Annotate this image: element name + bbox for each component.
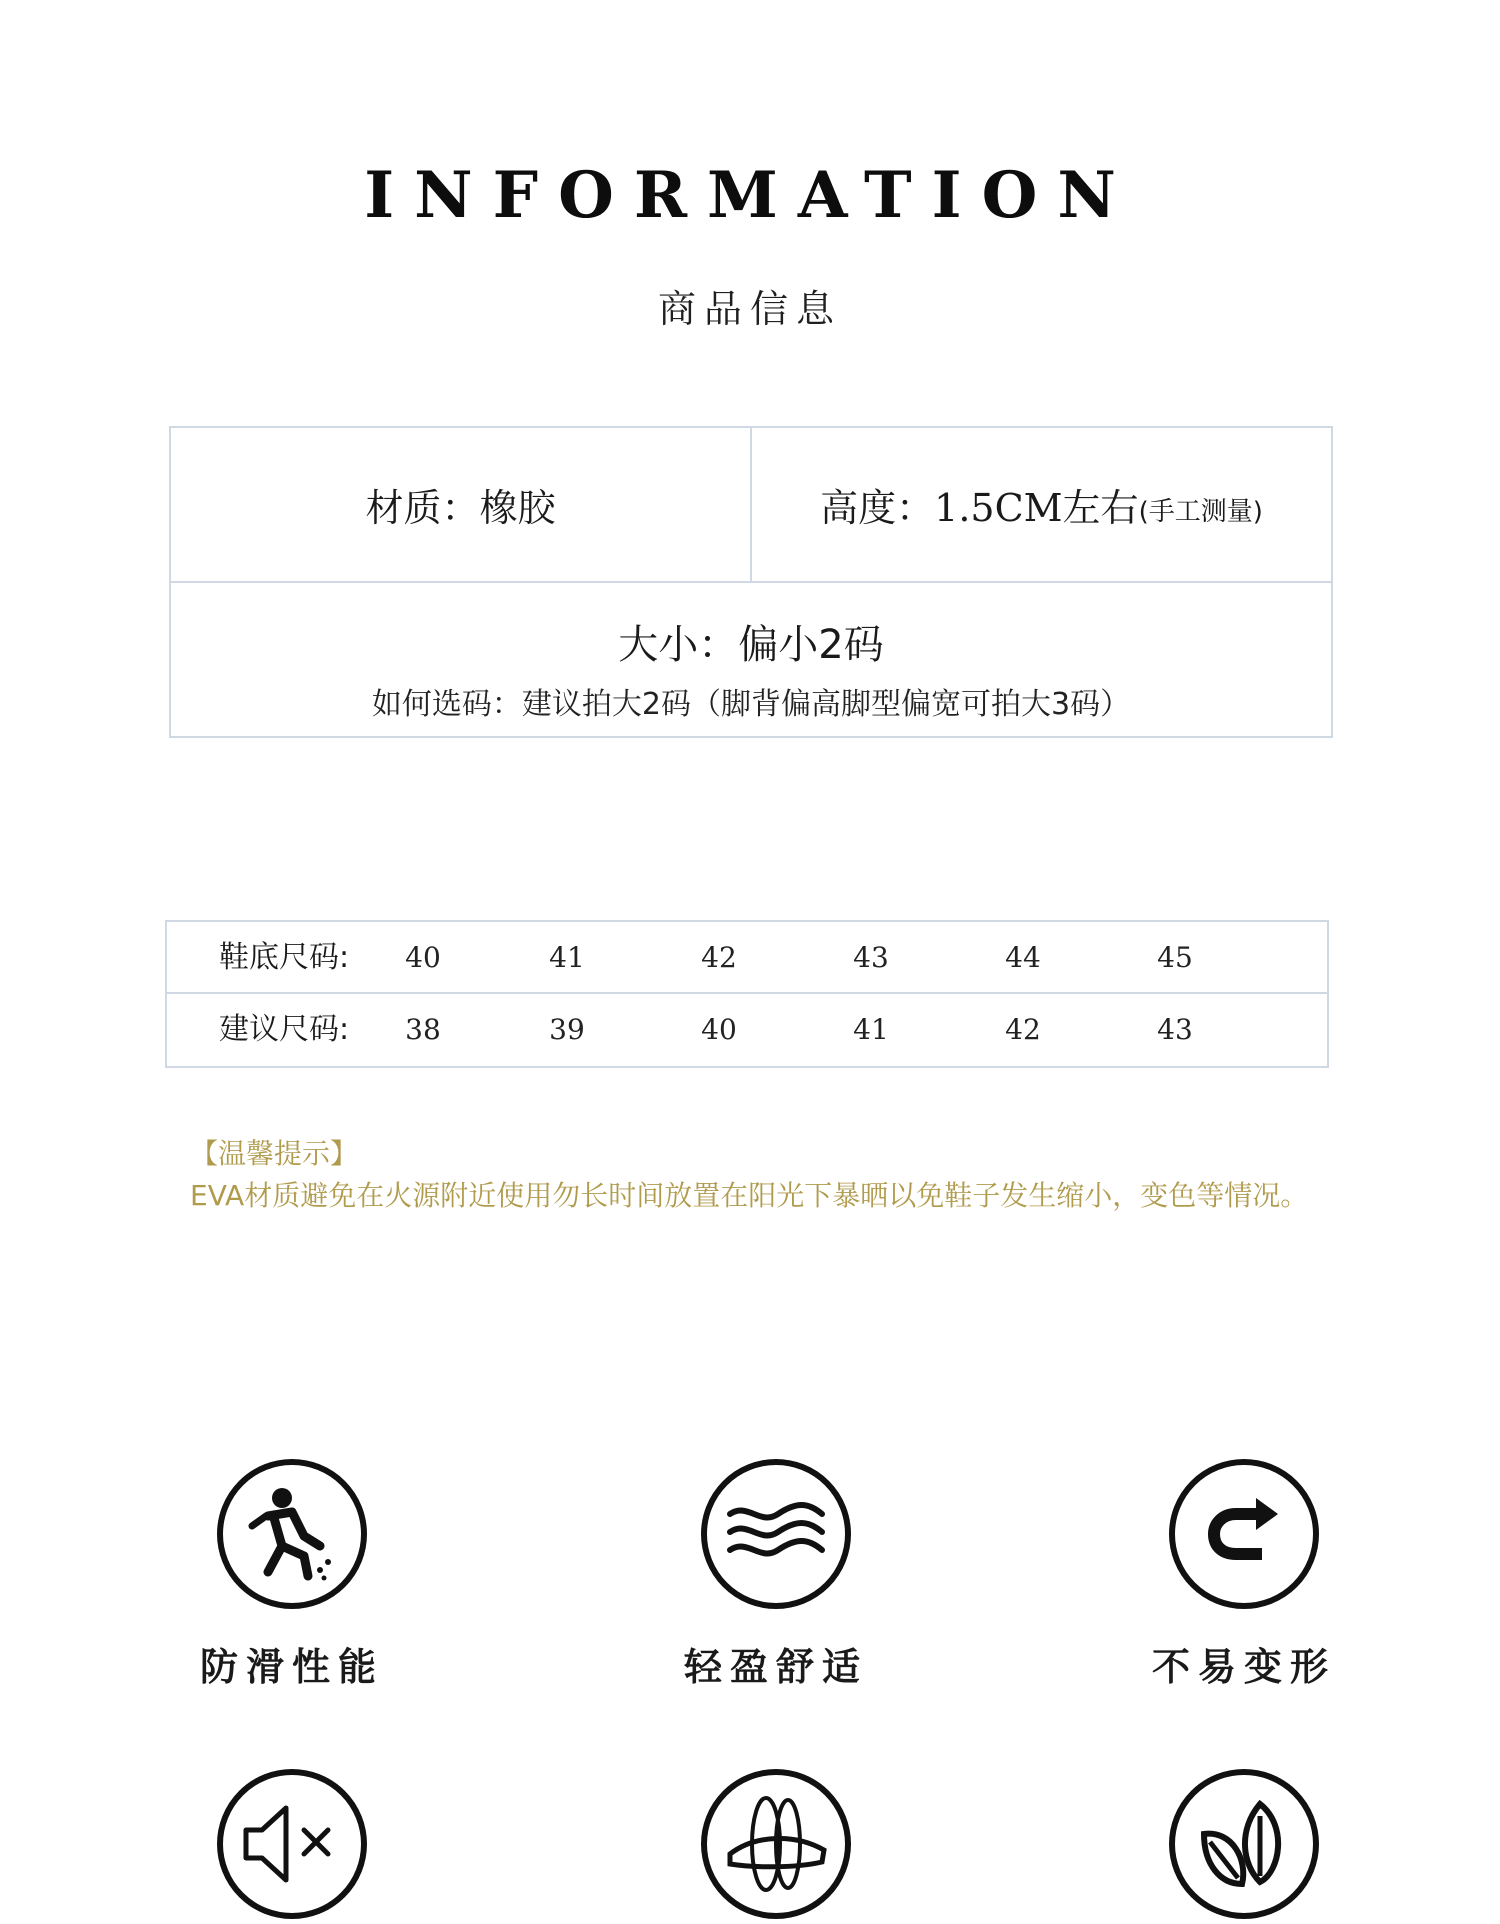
feature-flexible (626, 1764, 926, 1924)
feature-eco (1094, 1764, 1394, 1924)
table-cell: 44 (1005, 941, 1041, 974)
mute-icon (212, 1764, 372, 1924)
page-title: INFORMATION (364, 158, 1136, 233)
table-cell: 42 (701, 941, 737, 974)
table-cell: 43 (853, 941, 889, 974)
feature-lightweight (626, 1454, 926, 1691)
table-row (167, 994, 1327, 1066)
feature-no-deform (1094, 1454, 1394, 1691)
row-label: 鞋底尺码: (219, 940, 350, 975)
table-cell: 45 (1157, 941, 1193, 974)
material-text: 材质：橡胶 (365, 486, 556, 530)
table-row (167, 922, 1327, 994)
feature-anti-slip (142, 1454, 442, 1691)
row-label: 建议尺码: (219, 1012, 350, 1047)
feature-label: 轻盈舒适 (683, 1645, 868, 1689)
table-cell: 39 (549, 1013, 585, 1046)
size-main-text: 大小：偏小2码 (618, 622, 884, 668)
notice-text: EVA材质避免在火源附近使用勿长时间放置在阳光下暴晒以免鞋子发生缩小，变色等情况。 (190, 1179, 1309, 1212)
feature-label: 不易变形 (1151, 1645, 1336, 1689)
table-cell: 38 (405, 1013, 441, 1046)
leaf-icon (1164, 1764, 1324, 1924)
table-cell: 42 (1005, 1013, 1041, 1046)
feature-silent (142, 1764, 442, 1924)
return-arrow-icon (1164, 1454, 1324, 1614)
table-cell: 40 (701, 1013, 737, 1046)
table-cell: 41 (549, 941, 585, 974)
size-tip-text: 如何选码：建议拍大2码（脚背偏高脚型偏宽可拍大3码） (371, 687, 1131, 722)
flex-shoe-icon (696, 1764, 856, 1924)
table-cell: 41 (853, 1013, 889, 1046)
waves-icon (696, 1454, 856, 1614)
height-label: 高度： (820, 486, 935, 530)
material-cell (171, 428, 752, 581)
height-cell (752, 428, 1331, 581)
size-chart-table (165, 920, 1329, 1068)
height-note: (手工测量) (1138, 497, 1263, 527)
table-cell: 43 (1157, 1013, 1193, 1046)
page-subtitle: 商品信息 (657, 287, 842, 331)
notice-title: 【温馨提示】 (190, 1137, 359, 1170)
info-row (171, 428, 1331, 583)
table-cell: 40 (405, 941, 441, 974)
product-info-table (169, 426, 1333, 738)
feature-label: 防滑性能 (199, 1645, 384, 1689)
slip-icon (212, 1454, 372, 1614)
height-value: 1.5CM左右 (934, 486, 1139, 530)
size-info-row (171, 583, 1331, 736)
